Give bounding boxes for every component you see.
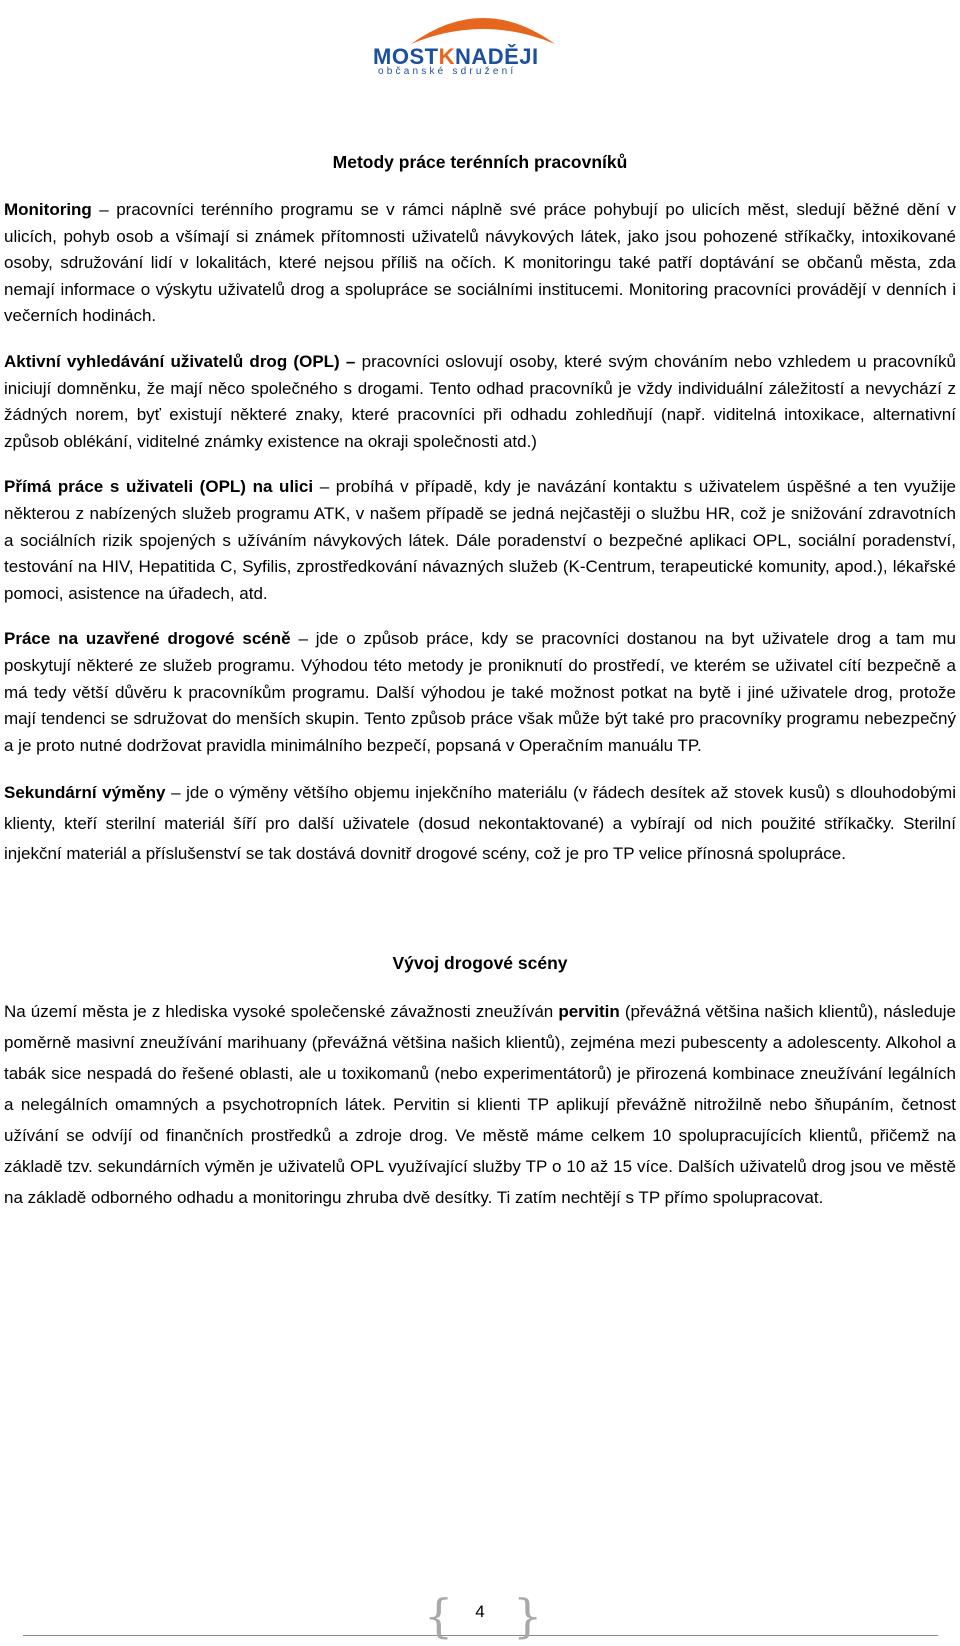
term-active-search: Aktivní vyhledávání uživatelů drog (OPL) – — [4, 351, 356, 371]
document-body — [4, 152, 956, 1213]
paragraph-closed-scene — [4, 626, 956, 759]
paragraph-text: – pracovníci terénního programu se v rámci náplně své práce pohybují po ulicích měst, sledují běžné dění v ulicích, pohyb osob a všímají si známek přítomnosti uživatelů návykových látek, jako jsou pohozené stříkačky, intoxikované osoby, sdružování lidí v lokalitách, které nejsou příliš na očích. K monitoringu také patří doptávání se občanů města, zda nemají informace o výskytu uživatelů drog a spolupráce se sociálními institucemi. Monitoring pracovníci provádějí v denních i večerních hodinách. — [4, 200, 956, 326]
footer-divider — [23, 1635, 938, 1636]
paragraph-drug-scene — [4, 996, 956, 1213]
paragraph-monitoring — [4, 197, 956, 330]
paragraph-text: – jde o výměny většího objemu injekčního materiálu (v řádech desítek až stovek kusů) s dlouhodobými klienty, kteří sterilní materiál šíří pro další uživatele (dosud nekontaktované) a vybírají od nich použité stříkačky. Sterilní injekční materiál a příslušenství se tak dostává dovnitř drogové scény, což je pro TP velice přínosná spolupráce. — [4, 783, 956, 864]
term-pervitin: pervitin — [558, 1002, 620, 1022]
section-heading-methods: Metody práce terénních pracovníků — [332, 152, 628, 172]
paragraph-text: (převážná většina našich klientů), následuje poměrně masivní zneužívání marihuany (převážná většina našich klientů), zejména mezi pubescenty a adolescenty. Alkohol a tabák sice nespadá do řešené oblasti, ale u toxikomanů (nebo experimentátorů) je přirozená kombinace zneužívání legálních a nelegálních omamných a psychotropních látek. Pervitin si klienti TP aplikují převážně nitrožilně nebo šňupáním, četnost užívání se odvíjí od finančních prostředků a zdroje drog. Ve městě máme celkem 10 spolupracujících klientů, přičemž na základě tzv. sekundárních výměn je uživatelů OPL využívající služby TP o 10 až 15 více. Dalších uživatelů drog jsou ve městě na základě odborného odhadu a monitoringu zhruba dvě desítky. Ti zatím nechtějí s TP přímo spolupracovat. — [4, 1002, 956, 1208]
right-brace-icon: } — [513, 1589, 543, 1643]
page-number: 4 — [475, 1602, 485, 1621]
paragraph-text: – jde o způsob práce, kdy se pracovníci dostanou na byt uživatele drog a tam mu poskytují některé ze služeb programu. Výhodou této metody je proniknutí do prostředí, ve kterém se uživatel cítí bezpečně a má tedy větší důvěru k pracovníkům programu. Další výhodou je také možnost potkat na bytě i jiné uživatele drog, protože mají tendenci se sdružovat do menších skupin. Tento způsob práce však může být také pro pracovníky programu nebezpečný a je proto nutné dodržovat pravidla minimálního bezpečí, popsaná v Operačním manuálu TP. — [4, 629, 956, 755]
term-closed-scene: Práce na uzavřené drogové scéně — [4, 629, 291, 649]
logo-subtitle: občanské sdružení — [378, 66, 517, 77]
logo-arc-icon — [383, 6, 583, 46]
term-direct-work: Přímá práce s uživateli (OPL) na ulici — [4, 477, 314, 497]
logo-name-part2: K — [438, 44, 455, 69]
paragraph-text: pracovníci oslovují osoby, které svým chováním nebo vzhledem u pracovníků iniciují domněnku, že mají něco společného s drogami. Tento odhad pracovníků je vždy individuální záležitostí a nevychází z žádných norem, byť existují některé znaky, které pracovníci při odhadu zohledňují (např. viditelná intoxikace, alternativní způsob oblékání, viditelné známky existence na okraji společnosti atd.) — [4, 351, 956, 451]
logo — [370, 4, 600, 78]
section-heading-drug-scene: Vývoj drogové scény — [392, 953, 568, 974]
left-brace-icon: { — [424, 1589, 454, 1643]
paragraph-active-search — [4, 349, 956, 455]
logo-name-part3: NADĚJI — [454, 44, 539, 69]
logo-name-part1: MOST — [373, 44, 439, 69]
paragraph-text: – probíhá v případě, kdy je navázání kontaktu s uživatelem úspěšné a ten využije některou z nabízených služeb programu ATK, v našem případě se jedná nejčastěji o službu HR, což je snižování zdravotních a sociálních rizik spojených s užíváním návykových látek. Dále poradenství o bezpečné aplikaci OPL, sociální poradenství, testování na HIV, Hepatitida C, Syfilis, zprostředkování návazných služeb (K-Centrum, terapeutické komunity, apod.), lékařské pomoci, asistence na úřadech, atd. — [4, 477, 956, 603]
page-footer — [0, 1590, 960, 1646]
paragraph-direct-work — [4, 474, 956, 607]
paragraph-secondary-exchange — [4, 778, 956, 870]
term-secondary-exchange: Sekundární výměny — [4, 783, 166, 803]
paragraph-text: Na území města je z hlediska vysoké společenské závažnosti zneužíván — [4, 1002, 559, 1022]
term-monitoring: Monitoring — [4, 200, 92, 219]
